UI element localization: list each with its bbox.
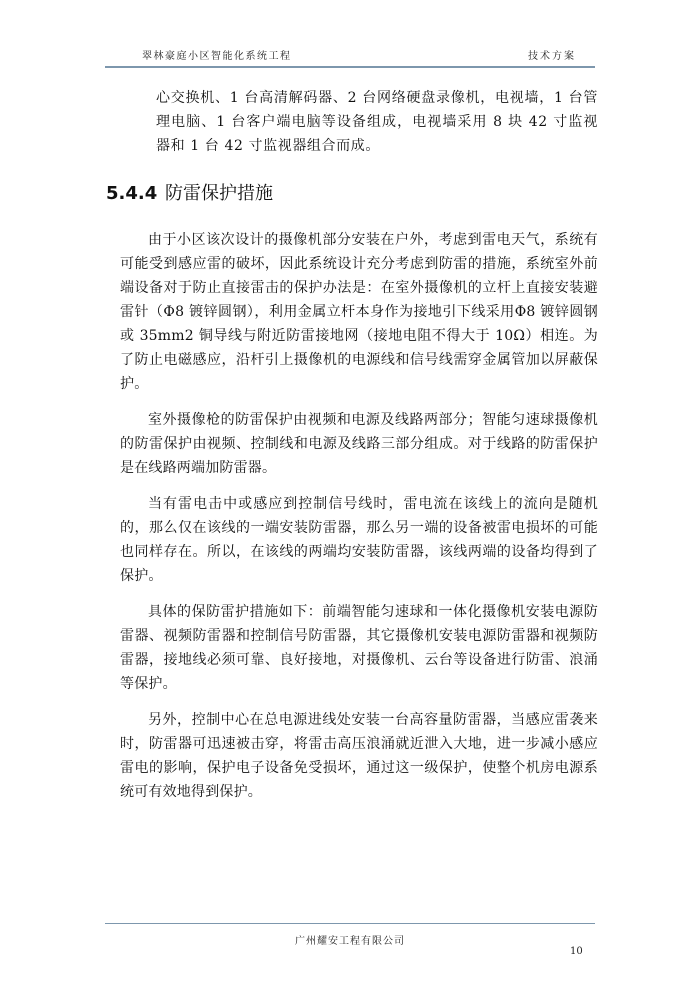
body-paragraph: 具体的保防雷护措施如下：前端智能匀速球和一体化摄像机安装电源防雷器、视频防雷器和控制信号防雷器，其它摄像机安装电源防雷器和视频防雷器，接地线必须可靠、良好接地，对摄像机、云台等设备进行防雷、浪涌等保护。 bbox=[120, 604, 598, 692]
footer-divider bbox=[105, 923, 595, 924]
footer-company-name: 广州耀安工程有限公司 bbox=[295, 936, 405, 947]
header-project-title: 翠林豪庭小区智能化系统工程 bbox=[142, 51, 292, 62]
section-heading bbox=[106, 180, 598, 208]
body-paragraph: 另外，控制中心在总电源进线处安装一台高容量防雷器，当感应雷袭来时，防雷器可迅速被击穿，将雷击高压浪涌就近泄入大地，进一步减小感应雷电的影响，保护电子设备免受损坏，通过这一级保护，使整个机房电源系统可有效地得到保护。 bbox=[120, 712, 598, 800]
body-paragraph: 室外摄像枪的防雷保护由视频和电源及线路两部分；智能匀速球摄像机的防雷保护由视频、控制线和电源及线路三部分组成。对于线路的防雷保护是在线路两端加防雷器。 bbox=[120, 412, 598, 476]
body-paragraph: 由于小区该次设计的摄像机部分安装在户外，考虑到雷电天气，系统有可能受到感应雷的破坏，因此系统设计充分考虑到防雷的措施，系统室外前端设备对于防止直接雷击的保护办法是：在室外摄像机的立杆上直接安装避雷针（Φ8 镀锌圆钢），利用金属立杆本身作为接地引下线采用Φ8 镀锌圆钢或 35mm2 铜导线与附近防雷接地网（接地电阻不得大于 10Ω）相连。为了防止电磁感应，沿杆引上摄像机的电源线和信号线需穿金属管加以屏蔽保护。 bbox=[120, 232, 598, 392]
header-document-type: 技术方案 bbox=[528, 51, 576, 62]
continued-paragraph: 心交换机、1 台高清解码器、2 台网络硬盘录像机，电视墙，1 台管理电脑、1 台客户端电脑等设备组成，电视墙采用 8 块 42 寸监视器和 1 台 42 寸监视器组合而成。 bbox=[156, 90, 598, 154]
page-body bbox=[106, 86, 598, 804]
body-paragraph: 当有雷电击中或感应到控制信号线时，雷电流在该线上的流向是随机的，那么仅在该线的一端安装防雷器，那么另一端的设备被雷电损坏的可能也同样存在。所以，在该线的两端均安装防雷器，该线两端的设备均得到了保护。 bbox=[120, 496, 598, 584]
header-divider bbox=[105, 66, 595, 68]
section-number: 5.4.4 bbox=[106, 183, 158, 204]
section-title: 防雷保护措施 bbox=[164, 183, 273, 204]
page-number: 10 bbox=[570, 946, 583, 957]
